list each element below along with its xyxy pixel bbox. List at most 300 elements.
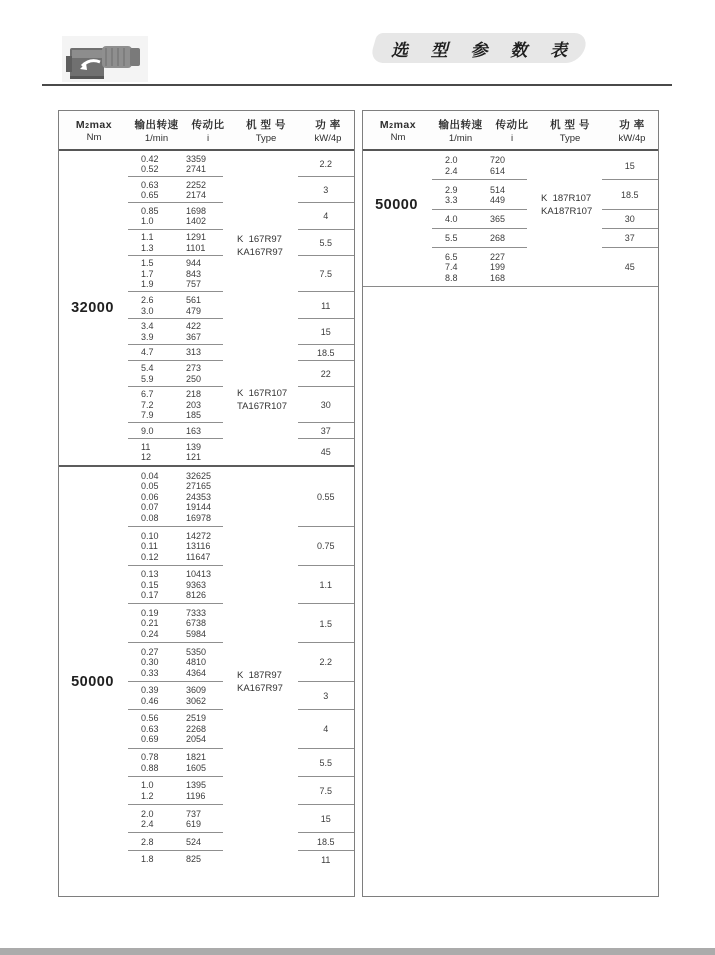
table-row <box>126 232 280 243</box>
row-group <box>126 749 354 777</box>
speed-cell: 0.56 <box>141 713 159 724</box>
power-cell: 7.5 <box>298 777 354 805</box>
speed-cell: 0.85 <box>141 205 159 216</box>
power-cell: 11 <box>298 292 354 318</box>
speed-cell: 3.3 <box>445 195 458 206</box>
speed-ratio-block <box>126 805 280 833</box>
column-header-power: 功 率 kW/4p <box>314 119 342 144</box>
ratio-cell: 1821 <box>186 752 207 763</box>
table-row <box>126 780 280 791</box>
power-cell: 37 <box>298 423 354 439</box>
speed-cell: 2.6 <box>141 295 154 306</box>
table-row <box>126 734 280 745</box>
ratio-cell: 2252 <box>186 179 207 190</box>
table-row <box>126 541 280 552</box>
speed-ratio-block <box>126 604 280 643</box>
row-group <box>126 230 354 256</box>
row-groups <box>126 467 354 868</box>
speed-cell: 1.5 <box>141 258 154 269</box>
speed-ratio-block <box>430 229 584 248</box>
ratio-cell: 16978 <box>186 512 212 523</box>
table-header <box>59 111 354 151</box>
power-cell: 37 <box>602 229 658 248</box>
speed-ratio-block <box>126 851 280 869</box>
row-group <box>126 710 354 749</box>
column-header-power: 功 率 kW/4p <box>618 119 646 144</box>
column-header-type: 机 型 号 Type <box>550 119 590 144</box>
row-group <box>126 387 354 424</box>
row-group <box>126 467 354 527</box>
speed-cell: 9.0 <box>141 425 154 436</box>
ratio-cell: 514 <box>490 184 506 195</box>
row-group <box>126 851 354 869</box>
column-header-speed: 输出转速 1/min <box>438 119 483 144</box>
type-line: KA167R97 <box>237 683 283 695</box>
power-cell: 15 <box>298 319 354 345</box>
speed-ratio-block <box>126 319 280 345</box>
power-cell: 18.5 <box>298 345 354 361</box>
ratio-cell: 168 <box>490 272 506 283</box>
speed-ratio-block <box>126 527 280 566</box>
table-row <box>126 552 280 563</box>
table-row <box>126 752 280 763</box>
header-rule <box>42 84 672 86</box>
table-row <box>126 580 280 591</box>
row-group <box>430 229 658 248</box>
power-cell: 3 <box>298 177 354 203</box>
ratio-cell: 4810 <box>186 657 207 668</box>
ratio-cell: 1101 <box>186 242 206 253</box>
power-cell: 2.2 <box>298 643 354 682</box>
power-cell: 0.55 <box>298 467 354 527</box>
speed-cell: 0.33 <box>141 667 159 678</box>
type-line: K 167R97 <box>237 233 282 245</box>
row-group <box>430 151 658 180</box>
speed-cell: 3.0 <box>141 305 154 316</box>
selection-table-left <box>58 110 355 897</box>
power-cell: 45 <box>320 447 331 458</box>
ratio-cell: 11647 <box>186 551 211 562</box>
speed-ratio-block <box>126 777 280 805</box>
row-group <box>126 777 354 805</box>
power-cell: 1.1 <box>298 566 354 605</box>
row-group <box>126 439 354 465</box>
ratio-cell: 268 <box>490 232 506 243</box>
speed-ratio-block <box>126 423 280 439</box>
ratio-cell: 524 <box>186 836 202 847</box>
ratio-cell: 139 <box>186 441 202 452</box>
type-line: TA167R107 <box>237 401 287 413</box>
row-group <box>126 833 354 851</box>
power-cell: 30 <box>298 387 354 424</box>
table-row <box>126 471 280 482</box>
speed-cell: 3.9 <box>141 331 154 342</box>
ratio-cell: 1395 <box>186 780 207 791</box>
speed-ratio-block <box>430 180 584 209</box>
speed-cell: 8.8 <box>445 272 458 283</box>
table-row <box>126 724 280 735</box>
ratio-cell: 2741 <box>186 164 207 175</box>
power-cell: 0.75 <box>298 527 354 566</box>
speed-cell: 5.5 <box>445 232 458 243</box>
table-row <box>126 442 280 453</box>
speed-cell: 0.24 <box>141 628 159 639</box>
table-row <box>126 426 280 437</box>
ratio-cell: 5984 <box>186 628 207 639</box>
speed-ratio-block <box>126 749 280 777</box>
table-row <box>430 166 584 177</box>
row-group <box>126 203 354 229</box>
speed-ratio-block <box>126 467 280 527</box>
table-row <box>126 332 280 343</box>
ratio-cell: 218 <box>186 389 202 400</box>
table-row <box>430 214 584 225</box>
table-row <box>126 243 280 254</box>
table-row <box>126 321 280 332</box>
column-header-ratio: 传动比 i <box>495 119 529 144</box>
speed-cell: 4.7 <box>141 347 154 358</box>
table-row <box>430 273 584 284</box>
table-body <box>59 151 354 896</box>
column-header-speed: 输出转速 1/min <box>134 119 179 144</box>
table-row <box>126 763 280 774</box>
type-line: K 187R107 <box>541 192 592 204</box>
table-row <box>430 252 584 263</box>
row-group <box>126 151 354 177</box>
row-groups <box>430 151 658 287</box>
speed-cell: 2.0 <box>141 808 154 819</box>
ratio-cell: 449 <box>490 195 506 206</box>
row-group <box>126 177 354 203</box>
power-cell: 5.5 <box>298 230 354 256</box>
ratio-cell: 32625 <box>186 470 212 481</box>
speed-ratio-block <box>126 361 280 387</box>
table-row <box>126 647 280 658</box>
power-cell: 45 <box>624 262 635 273</box>
speed-ratio-block <box>126 682 280 710</box>
speed-cell: 0.63 <box>141 723 159 734</box>
column-header-ratio: 传动比 i <box>191 119 225 144</box>
row-group <box>126 805 354 833</box>
table-row <box>126 216 280 227</box>
speed-cell: 7.9 <box>141 410 154 421</box>
power-cell: 11 <box>321 854 331 865</box>
m2max-value: 50000 <box>375 197 418 213</box>
speed-cell: 5.4 <box>141 363 154 374</box>
table-row <box>126 854 280 865</box>
speed-cell: 2.4 <box>141 819 154 830</box>
ratio-cell: 27165 <box>186 481 212 492</box>
speed-ratio-block <box>126 833 280 851</box>
speed-cell: 7.4 <box>445 262 458 273</box>
row-group <box>430 248 658 288</box>
ratio-cell: 843 <box>186 268 202 279</box>
table-row <box>126 513 280 524</box>
m2max-value: 32000 <box>71 300 114 317</box>
page-title: 选 型 参 数 表 <box>391 40 576 60</box>
speed-cell: 0.39 <box>141 685 159 696</box>
ratio-cell: 1605 <box>186 762 207 773</box>
speed-ratio-block <box>430 151 584 180</box>
speed-cell: 3.4 <box>141 321 154 332</box>
speed-cell: 1.0 <box>141 780 154 791</box>
power-cell: 3 <box>298 682 354 710</box>
title-banner <box>373 33 585 63</box>
speed-ratio-block <box>430 248 584 288</box>
ratio-cell: 1196 <box>186 790 206 801</box>
table-row <box>126 269 280 280</box>
ratio-cell: 422 <box>186 321 202 332</box>
row-group <box>126 319 354 345</box>
table-row <box>126 492 280 503</box>
table-row <box>126 258 280 269</box>
speed-cell: 0.11 <box>141 541 158 552</box>
power-cell: 15 <box>298 805 354 833</box>
row-group <box>126 566 354 605</box>
row-group <box>126 292 354 318</box>
speed-ratio-block <box>126 387 280 424</box>
table-row <box>126 837 280 848</box>
table-row <box>126 819 280 830</box>
power-cell: 30 <box>602 210 658 229</box>
speed-cell: 0.05 <box>141 481 159 492</box>
table-row <box>126 608 280 619</box>
ratio-cell: 1698 <box>186 205 207 216</box>
speed-cell: 1.1 <box>141 232 154 243</box>
table-row <box>430 185 584 196</box>
speed-cell: 2.8 <box>141 836 154 847</box>
table-row <box>126 668 280 679</box>
ratio-cell: 227 <box>490 251 506 262</box>
ratio-cell: 121 <box>186 452 202 463</box>
power-cell: 4 <box>298 203 354 229</box>
table-row <box>126 389 280 400</box>
table-row <box>126 400 280 411</box>
ratio-cell: 6738 <box>186 618 207 629</box>
table-row <box>430 195 584 206</box>
ratio-cell: 3609 <box>186 685 207 696</box>
ratio-cell: 5350 <box>186 646 207 657</box>
ratio-cell: 479 <box>186 305 202 316</box>
power-cell: 15 <box>602 151 658 180</box>
speed-cell: 0.13 <box>141 569 159 580</box>
ratio-cell: 737 <box>186 808 202 819</box>
speed-ratio-block <box>126 710 280 749</box>
speed-cell: 0.12 <box>141 551 159 562</box>
speed-cell: 1.0 <box>141 216 154 227</box>
table-row <box>126 279 280 290</box>
row-group <box>430 180 658 209</box>
speed-ratio-block <box>126 566 280 605</box>
table-row <box>430 155 584 166</box>
table-row <box>126 180 280 191</box>
table-row <box>126 363 280 374</box>
table-row <box>126 410 280 421</box>
speed-cell: 5.9 <box>141 373 154 384</box>
speed-cell: 0.07 <box>141 502 159 513</box>
ratio-cell: 250 <box>186 373 202 384</box>
power-cell: 18.5 <box>602 180 658 209</box>
row-group <box>126 643 354 682</box>
table-row <box>126 791 280 802</box>
ratio-cell: 365 <box>490 213 506 224</box>
speed-cell: 0.19 <box>141 607 159 618</box>
ratio-cell: 3359 <box>186 153 207 164</box>
speed-cell: 0.78 <box>141 752 159 763</box>
speed-cell: 0.65 <box>141 190 159 201</box>
speed-cell: 11 <box>141 441 151 452</box>
speed-ratio-block <box>126 345 280 361</box>
ratio-cell: 7333 <box>186 607 207 618</box>
ratio-cell: 4364 <box>186 667 207 678</box>
ratio-cell: 2268 <box>186 723 207 734</box>
table-section <box>59 465 354 896</box>
ratio-cell: 13116 <box>186 541 211 552</box>
table-row <box>126 531 280 542</box>
speed-ratio-block <box>126 203 280 229</box>
speed-ratio-block <box>126 151 280 177</box>
speed-cell: 0.52 <box>141 164 159 175</box>
speed-cell: 0.04 <box>141 470 159 481</box>
speed-cell: 0.42 <box>141 153 159 164</box>
ratio-cell: 24353 <box>186 491 212 502</box>
speed-cell: 0.46 <box>141 695 159 706</box>
row-group <box>126 682 354 710</box>
table-row <box>126 657 280 668</box>
ratio-cell: 313 <box>186 347 202 358</box>
row-group <box>126 604 354 643</box>
ratio-cell: 614 <box>490 165 506 176</box>
speed-cell: 1.2 <box>141 790 154 801</box>
ratio-cell: 561 <box>186 295 202 306</box>
ratio-cell: 944 <box>186 258 202 269</box>
row-group <box>126 256 354 293</box>
speed-cell: 0.10 <box>141 530 159 541</box>
speed-cell: 4.0 <box>445 213 458 224</box>
speed-cell: 0.17 <box>141 590 159 601</box>
ratio-cell: 9363 <box>186 579 207 590</box>
ratio-cell: 1291 <box>186 232 207 243</box>
ratio-cell: 273 <box>186 363 202 374</box>
table-row <box>126 713 280 724</box>
table-row <box>126 306 280 317</box>
speed-cell: 0.30 <box>141 657 159 668</box>
speed-cell: 7.2 <box>141 399 154 410</box>
power-cell: 5.5 <box>298 749 354 777</box>
column-header-m2max: M2max Nm <box>75 118 113 143</box>
power-cell: 7.5 <box>298 256 354 293</box>
ratio-cell: 203 <box>186 399 202 410</box>
table-row <box>126 696 280 707</box>
type-line: KA187R107 <box>541 206 593 217</box>
speed-cell: 0.21 <box>141 618 159 629</box>
ratio-cell: 2519 <box>186 713 207 724</box>
ratio-cell: 367 <box>186 331 202 342</box>
power-cell: 1.5 <box>298 604 354 643</box>
gearmotor-photo <box>62 36 148 84</box>
ratio-cell: 2054 <box>186 734 207 745</box>
table-row <box>126 190 280 201</box>
speed-ratio-block <box>126 643 280 682</box>
ratio-cell: 163 <box>186 425 202 436</box>
speed-cell: 12 <box>141 452 152 463</box>
speed-ratio-block <box>126 230 280 256</box>
ratio-cell: 10413 <box>186 569 212 580</box>
ratio-cell: 14272 <box>186 530 212 541</box>
speed-cell: 1.7 <box>141 268 154 279</box>
row-group <box>126 361 354 387</box>
speed-cell: 0.08 <box>141 512 159 523</box>
table-body <box>363 151 658 896</box>
power-cell: 22 <box>298 361 354 387</box>
speed-cell: 2.4 <box>445 165 458 176</box>
speed-cell: 0.63 <box>141 179 159 190</box>
ratio-cell: 2174 <box>186 190 207 201</box>
table-row <box>430 262 584 273</box>
type-line: K 167R107 <box>237 387 288 399</box>
table-row <box>126 618 280 629</box>
power-cell: 2.2 <box>298 151 354 177</box>
table-row <box>126 164 280 175</box>
speed-ratio-block <box>126 292 280 318</box>
ratio-cell: 185 <box>186 410 202 421</box>
speed-cell: 1.8 <box>141 854 154 865</box>
table-row <box>126 569 280 580</box>
speed-cell: 6.7 <box>141 389 154 400</box>
ratio-cell: 8126 <box>186 590 207 601</box>
row-groups <box>126 151 354 465</box>
speed-ratio-block <box>126 439 280 465</box>
table-row <box>126 481 280 492</box>
ratio-cell: 3062 <box>186 695 207 706</box>
ratio-cell: 199 <box>490 262 506 273</box>
speed-ratio-block <box>126 256 280 293</box>
speed-cell: 2.0 <box>445 155 458 166</box>
speed-cell: 0.06 <box>141 491 159 502</box>
ratio-cell: 1402 <box>186 216 207 227</box>
table-row <box>126 295 280 306</box>
table-row <box>126 206 280 217</box>
table-header <box>363 111 658 151</box>
table-row <box>126 452 280 463</box>
table-row <box>126 374 280 385</box>
speed-cell: 1.9 <box>141 279 154 290</box>
type-line: K 187R97 <box>237 669 282 681</box>
ratio-cell: 757 <box>186 279 202 290</box>
ratio-cell: 19144 <box>186 502 212 513</box>
table-section <box>363 151 658 287</box>
speed-cell: 1.3 <box>141 242 154 253</box>
m2max-value: 50000 <box>71 673 114 690</box>
column-header-type: 机 型 号 Type <box>246 119 286 144</box>
speed-cell: 0.69 <box>141 734 159 745</box>
ratio-cell: 825 <box>186 854 202 865</box>
speed-cell: 0.15 <box>141 579 159 590</box>
page-footer-bar <box>0 948 715 955</box>
column-header-m2max: M2max Nm <box>379 118 417 143</box>
speed-ratio-block <box>126 177 280 203</box>
table-row <box>126 629 280 640</box>
speed-cell: 2.9 <box>445 184 458 195</box>
power-cell: 4 <box>298 710 354 749</box>
table-section <box>59 151 354 465</box>
table-row <box>126 154 280 165</box>
speed-ratio-block <box>430 210 584 229</box>
power-cell: 18.5 <box>298 833 354 851</box>
table-row <box>126 685 280 696</box>
table-row <box>126 590 280 601</box>
row-group <box>126 423 354 439</box>
